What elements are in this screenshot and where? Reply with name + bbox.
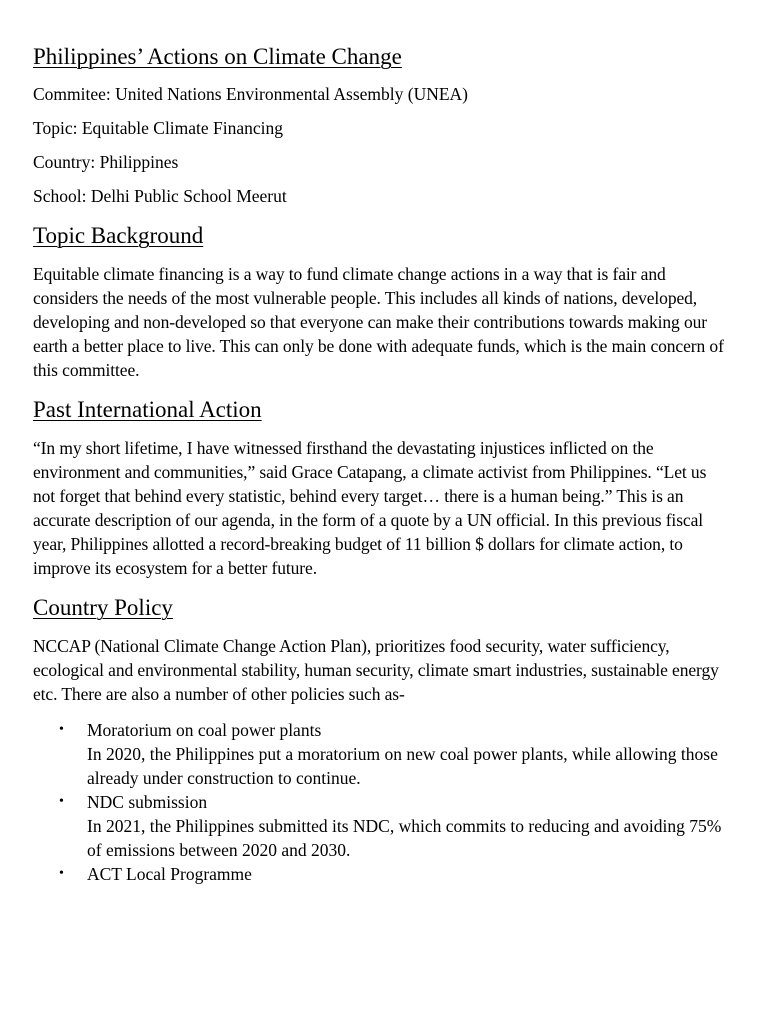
committee-line: Commitee: United Nations Environmental Assembly (UNEA) [33, 84, 469, 104]
past-action-paragraph: “In my short lifetime, I have witnessed firsthand the devastating injustices inflicted on the environment and communities,” said Grace Catapang, a climate activist from Philippines. “Let us not forget that behind every statistic, behind every target… there is a human being.” This is an accurate description of our agenda, in the form of a quote by a UN official. In this previous fiscal year, Philippines allotted a record-breaking budget of 11 billion $ dollars for climate action, to improve its ecosystem for a better future. [33, 438, 707, 578]
policy-item-description: In 2020, the Philippines put a moratorium on new coal power plants, while allowing those already under construction to continue. [87, 744, 718, 788]
country-line: Country: Philippines [33, 152, 179, 172]
policy-item-title: ACT Local Programme [87, 864, 252, 884]
document-title: Philippines’ Actions on Climate Change [33, 44, 402, 69]
list-item [33, 718, 728, 790]
bullet-icon: • [59, 794, 64, 809]
policy-paragraph: NCCAP (National Climate Change Action Plan), prioritizes food security, water sufficiency, ecological and environmental stability, human security, climate smart industries, sustainable energy etc. There are also a number of other policies such as- [33, 636, 719, 704]
section-past-international-action [33, 394, 728, 580]
background-paragraph: Equitable climate financing is a way to fund climate change actions in a way that is fair and considers the needs of the most vulnerable people. This includes all kinds of nations, developed, developing and non-developed so that everyone can make their contributions towards making our earth a better place to live. This can only be done with adequate funds, which is the main concern of this committee. [33, 264, 724, 380]
policy-list [33, 718, 728, 886]
meta-block [33, 82, 728, 208]
policy-item-description: In 2021, the Philippines submitted its NDC, which commits to reducing and avoiding 75% of emissions between 2020 and 2030. [87, 816, 722, 860]
section-heading-background: Topic Background [33, 223, 204, 248]
list-item [33, 862, 728, 886]
section-heading-policy: Country Policy [33, 595, 173, 620]
section-country-policy [33, 592, 728, 886]
section-heading-past-action: Past International Action [33, 397, 262, 422]
policy-item-title: NDC submission [87, 792, 208, 812]
section-topic-background [33, 220, 728, 382]
list-item [33, 790, 728, 862]
topic-line: Topic: Equitable Climate Financing [33, 118, 284, 138]
policy-item-title: Moratorium on coal power plants [87, 720, 322, 740]
school-line: School: Delhi Public School Meerut [33, 186, 287, 206]
bullet-icon: • [59, 722, 64, 737]
bullet-icon: • [59, 866, 64, 881]
